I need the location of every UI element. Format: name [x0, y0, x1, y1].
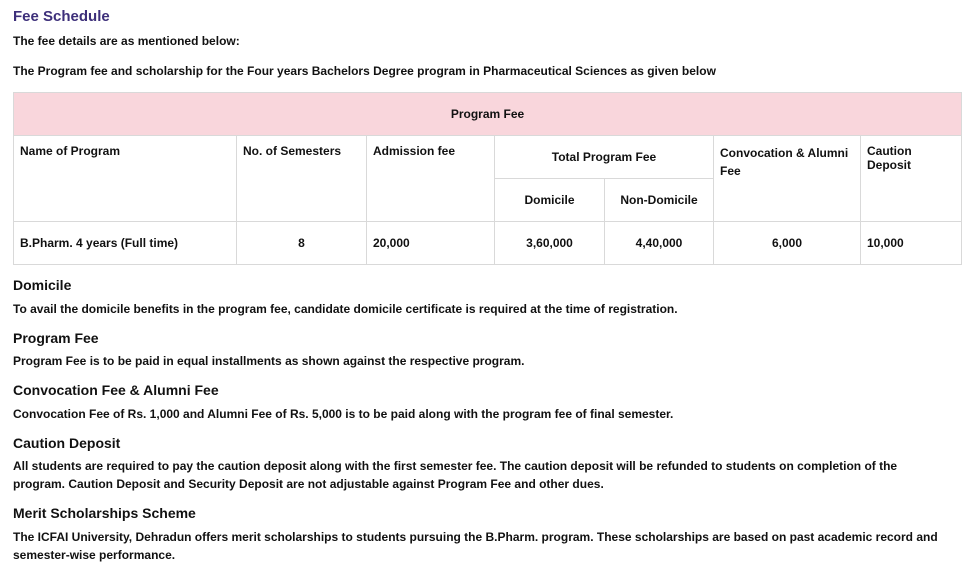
- intro-text: The fee details are as mentioned below:: [13, 34, 240, 48]
- merit-heading: Merit Scholarships Scheme: [13, 505, 196, 521]
- table-band-row: [14, 93, 962, 136]
- caution-text: All students are required to pay the caution deposit along with the first semester fee. The caution deposit will be refunded to students on completion of the program. Caution Deposit and Security Deposit are not adjustable against Program Fee and other dues.: [13, 459, 898, 491]
- header-semesters: No. of Semesters: [237, 136, 367, 222]
- convocation-heading: Convocation Fee & Alumni Fee: [13, 382, 219, 398]
- caution-heading: Caution Deposit: [13, 435, 121, 451]
- program-fee-heading: Program Fee: [13, 330, 99, 346]
- header-total-fee: Total Program Fee: [495, 136, 714, 179]
- cell-program: B.Pharm. 4 years (Full time): [14, 222, 237, 265]
- cell-non-domicile: 4,40,000: [605, 222, 714, 265]
- program-fee-table: [13, 92, 962, 265]
- cell-admission: 20,000: [367, 222, 495, 265]
- cell-caution: 10,000: [861, 222, 962, 265]
- cell-semesters: 8: [237, 222, 367, 265]
- program-fee-band: Program Fee: [14, 93, 962, 136]
- header-admission: Admission fee: [367, 136, 495, 222]
- cell-convocation: 6,000: [714, 222, 861, 265]
- header-caution: Caution Deposit: [861, 136, 962, 222]
- domicile-heading: Domicile: [13, 277, 72, 293]
- page-title: Fee Schedule: [13, 8, 110, 25]
- table-row: [14, 222, 962, 265]
- table-header-row: [14, 136, 962, 179]
- header-program: Name of Program: [14, 136, 237, 222]
- domicile-text: To avail the domicile benefits in the program fee, candidate domicile certificate is required at the time of registration.: [13, 302, 678, 316]
- cell-domicile: 3,60,000: [495, 222, 605, 265]
- program-fee-text: Program Fee is to be paid in equal installments as shown against the respective program.: [13, 354, 525, 368]
- convocation-text: Convocation Fee of Rs. 1,000 and Alumni Fee of Rs. 5,000 is to be paid along with the program fee of final semester.: [13, 407, 674, 421]
- merit-text: The ICFAI University, Dehradun offers merit scholarships to students pursuing the B.Pharm. program. These scholarships are based on past academic record and semester-wise performance.: [13, 530, 938, 562]
- program-description: The Program fee and scholarship for the Four years Bachelors Degree program in Pharmaceutical Sciences as given below: [13, 64, 716, 78]
- header-domicile: Domicile: [495, 179, 605, 222]
- header-convocation: Convocation & Alumni Fee: [714, 136, 861, 222]
- header-non-domicile: Non-Domicile: [605, 179, 714, 222]
